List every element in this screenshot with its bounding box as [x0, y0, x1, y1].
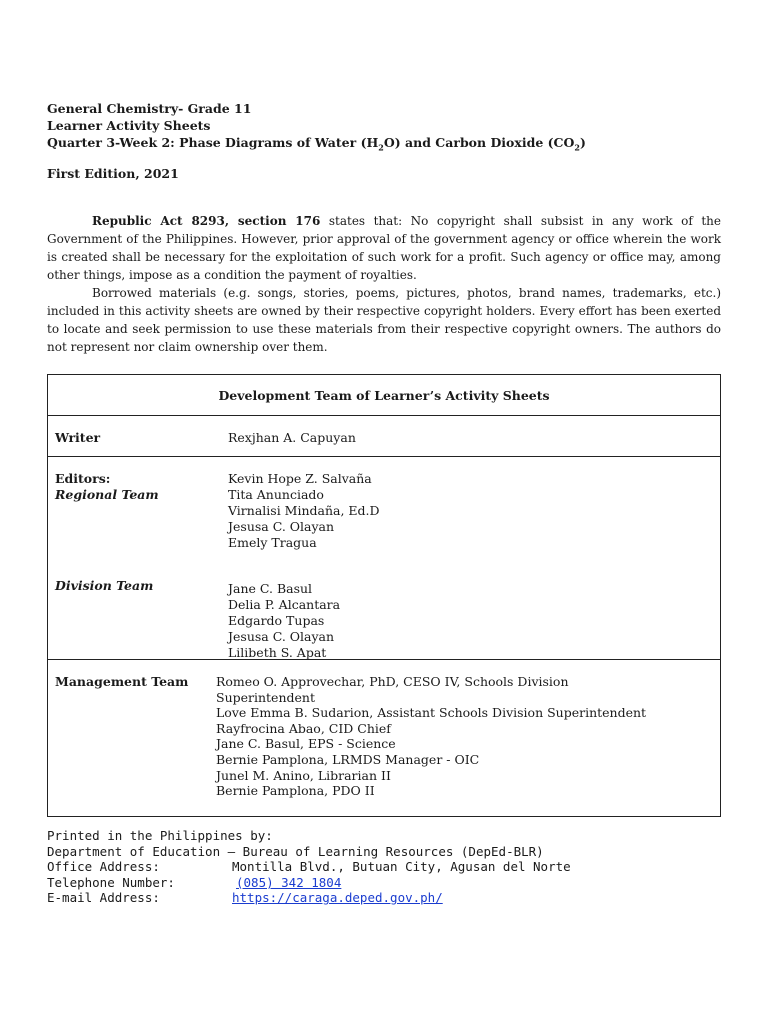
list-item: Superintendent: [216, 689, 315, 705]
list-item: Bernie Pamplona, PDO II: [216, 783, 375, 799]
management-team-label: Management Team: [55, 674, 189, 689]
list-item: Jesusa C. Olayan: [228, 519, 335, 534]
list-item: Bernie Pamplona, LRMDS Manager - OIC: [216, 751, 480, 767]
list-item: Tita Anunciado: [228, 487, 324, 502]
list-item: Rayfrocina Abao, CID Chief: [216, 720, 391, 736]
copyright-paragraph-1: Republic Act 8293, section 176 states that: No copyright shall subsist in any work of the Government of the Philippines. However, prior approval of the government agency or office wherein the work is created shall be necessary for the exploitation of such work for a profit. Such agency or office may, among other things, impose as a condition the payment of royalties.: [47, 214, 722, 282]
division-team-label: Division Team: [55, 578, 154, 593]
writer-label: Writer: [55, 430, 101, 445]
office-address-value: Montilla Blvd., Butuan City, Agusan del Norte: [232, 859, 571, 875]
website-link[interactable]: https://caraga.deped.gov.ph/: [232, 890, 443, 906]
list-item: Love Emma B. Sudarion, Assistant Schools Division Superintendent: [216, 705, 647, 721]
list-item: Virnalisi Mindaña, Ed.D: [228, 503, 380, 518]
editors-label: Editors:: [55, 471, 111, 486]
sheet-type: Learner Activity Sheets: [47, 118, 211, 133]
lesson-title: Quarter 3-Week 2: Phase Diagrams of Water $(H_2O)$ and Carbon Dioxide $(CO_2)$: [47, 135, 586, 153]
copyright-notice: [47, 212, 721, 356]
development-team-table: [47, 374, 721, 817]
list-item: Jane C. Basul, EPS - Science: [216, 736, 396, 752]
regional-team-names: [228, 471, 380, 551]
table-title: Development Team of Learner’s Activity Sheets: [218, 387, 550, 403]
table-title-row: [48, 375, 720, 415]
document-page: General Chemistry- Grade 11 Learner Activity Sheets Quarter 3-Week 2: Phase Diagrams of Water $(H_2O)$ and Carbon Dioxide $(CO_2)$ First Edition, 2021 Republic Act 8293, section 176 states that: No copyright shall subsist in any work of the Government of the Philippines. However, prior approval of the government agency or office wherein the work is created shall be necessary for the exploitation of such work for a profit. Such agency or office may, among other things, impose as a condition the payment of royalties. Borrowed materials (e.g. songs, stories, poems, pictures, photos, brand names, trademarks, etc.) included in this activity sheets are owned by their respective copyright holders. Every effort has been exerted to locate and seek permission to use these materials from their respective copyright owners. The authors do not represent nor claim ownership over them. Development Team of Learner’s Activity Sheets Writer Rexjhan A. Capuyan Editors: Regional Team Kevin Hope Z. Salvaña Tita Anunciado Virnalisi Mindaña, Ed.D Jesusa C. Olayan Emely Tragua Division Team Jane C. Basul Delia P. Alcantara Edgardo Tupas Jesusa C. Olayan Lilibeth S. Apat Management Team Romeo O. Approvechar, PhD, CESO IV, Schools Division Superintendent Love Emma B. Sudarion, Assistant Schools Division Superintendent Rayfrocina Abao, CID Chief Jane C. Basul, EPS - Science Bernie Pamplona, LRMDS Manager - OIC Junel M. Anino, Librarian II Bernie Pamplona, PDO II Printed in the Philippines by: Department of Education – Bureau of Learning Resources (DepEd-BLR) Office Address: Montilla Blvd., Butuan City, Agusan del Norte Telephone Number: (085) 342 1804 E-mail Address: https://caraga.deped.gov.ph/: [47, 101, 722, 906]
subscript-2: 2: [378, 142, 384, 153]
copyright-paragraph-2: Borrowed materials (e.g. songs, stories, poems, pictures, photos, brand names, trademarks, etc.) included in this activity sheets are owned by their respective copyright holders. Every effort has been exerted to locate and seek permission to use these materials from their respective copyright owners. The authors do not represent nor claim ownership over them.: [47, 286, 721, 354]
list-item: Delia P. Alcantara: [228, 597, 341, 612]
management-team-names: [216, 674, 646, 799]
telephone-link[interactable]: (085) 342 1804: [236, 874, 342, 890]
list-item: Lilibeth S. Apat: [228, 645, 327, 660]
telephone-label: Telephone Number:: [47, 874, 175, 890]
management-row: [48, 659, 720, 816]
email-label: E-mail Address:: [47, 890, 160, 906]
edition-line: First Edition, 2021: [47, 166, 179, 181]
republic-act-reference: Republic Act 8293, section 176: [92, 214, 321, 228]
list-item: Jane C. Basul: [228, 581, 313, 596]
writer-name: Rexjhan A. Capuyan: [228, 430, 356, 445]
document-header: [47, 100, 586, 157]
division-team-names: [228, 581, 340, 661]
subscript-2: 2: [574, 142, 580, 153]
list-item: Romeo O. Approvechar, PhD, CESO IV, Schools Division: [216, 674, 569, 689]
subject-title: General Chemistry- Grade 11: [47, 101, 252, 116]
regional-team-label: Regional Team: [55, 487, 159, 502]
list-item: Junel M. Anino, Librarian II: [216, 767, 391, 783]
list-item: Kevin Hope Z. Salvaña: [228, 471, 372, 486]
list-item: Edgardo Tupas: [228, 613, 325, 628]
list-item: Emely Tragua: [228, 535, 317, 550]
editors-row: [48, 456, 720, 659]
writer-row: [48, 415, 720, 456]
office-address-label: Office Address:: [47, 859, 160, 875]
list-item: Jesusa C. Olayan: [228, 629, 335, 644]
